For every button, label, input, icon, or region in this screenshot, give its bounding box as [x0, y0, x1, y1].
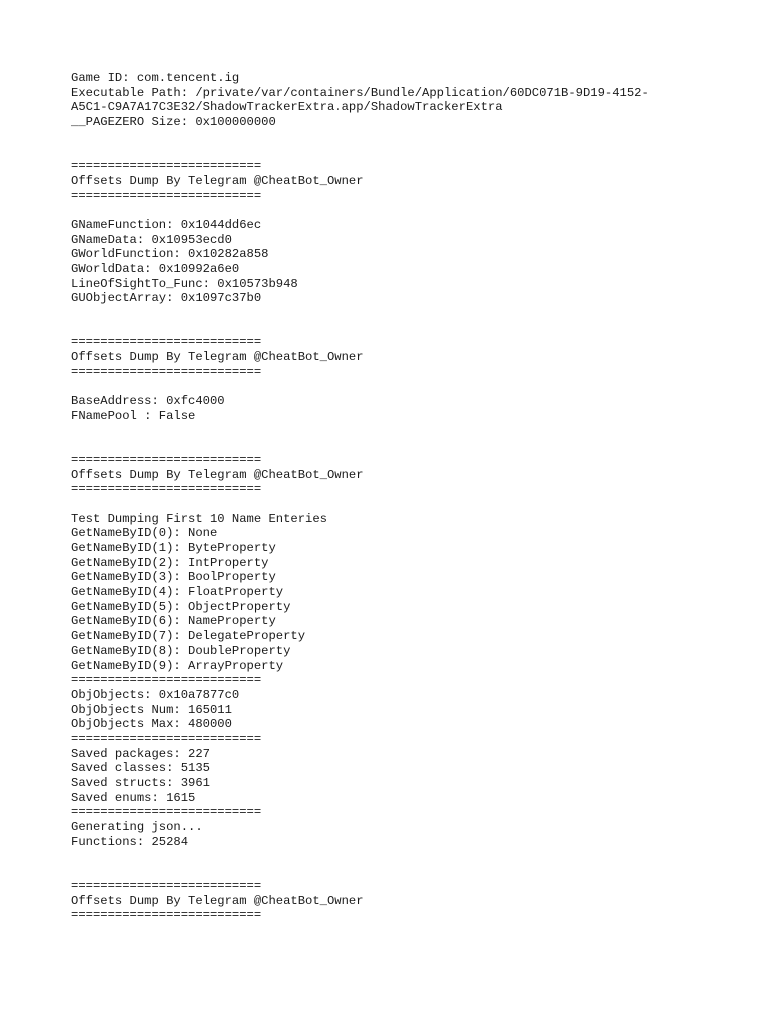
text-line: GWorldData: 0x10992a6e0 [71, 261, 240, 276]
text-line: Offsets Dump By Telegram @CheatBot_Owner [71, 467, 364, 482]
text-line: ========================== [71, 731, 262, 746]
text-line: ========================== [71, 482, 262, 497]
text-line: GetNameByID(6): NameProperty [71, 614, 276, 629]
text-line: GetNameByID(7): DelegateProperty [71, 629, 306, 644]
text-line: A5C1-C9A7A17C3E32/ShadowTrackerExtra.app/ShadowTrackerExtra [71, 100, 503, 115]
text-line [71, 379, 711, 394]
text-line: ObjObjects: 0x10a7877c0 [71, 687, 240, 702]
text-line: FNamePool : False [71, 408, 196, 423]
text-line: Saved enums: 1615 [71, 790, 196, 805]
text-line: GetNameByID(1): ByteProperty [71, 541, 276, 555]
text-line: __PAGEZERO Size: 0x100000000 [71, 115, 276, 130]
text-line: Saved classes: 5135 [71, 761, 210, 776]
text-line [71, 438, 711, 453]
text-line: GUObjectArray: 0x1097c37b0 [71, 291, 262, 306]
text-line [71, 424, 711, 439]
text-line: GetNameByID(3): BoolProperty [71, 570, 276, 585]
text-line: BaseAddress: 0xfc4000 [71, 394, 225, 409]
text-line: GetNameByID(8): DoubleProperty [71, 643, 291, 658]
text-line: ========================== [71, 159, 262, 174]
text-line [71, 497, 711, 512]
text-line: Offsets Dump By Telegram @CheatBot_Owner [71, 350, 364, 365]
text-line [71, 144, 711, 159]
text-line: Game ID: com.tencent.ig [71, 71, 240, 85]
text-line: Saved packages: 227 [71, 746, 210, 761]
text-line: Generating json... [71, 820, 203, 835]
text-line: GetNameByID(9): ArrayProperty [71, 658, 284, 673]
text-line: ========================== [71, 673, 262, 688]
text-line: ObjObjects Max: 480000 [71, 717, 232, 732]
text-line: GNameFunction: 0x1044dd6ec [71, 217, 262, 232]
text-line: Test Dumping First 10 Name Enteries [71, 511, 327, 526]
text-line: ========================== [71, 878, 262, 893]
text-line [71, 306, 711, 321]
document-body [71, 71, 711, 923]
text-line: GNameData: 0x10953ecd0 [71, 232, 232, 247]
text-line: Saved structs: 3961 [71, 776, 210, 790]
text-line: ========================== [71, 335, 262, 350]
text-line [71, 130, 711, 145]
text-line: GWorldFunction: 0x10282a858 [71, 247, 269, 262]
text-line: ========================== [71, 188, 262, 203]
text-line: Executable Path: /private/var/containers/Bundle/Application/60DC071B-9D19-4152- [71, 85, 649, 100]
text-line: Offsets Dump By Telegram @CheatBot_Owner [71, 173, 364, 188]
text-line: Offsets Dump By Telegram @CheatBot_Owner [71, 893, 364, 908]
text-line: LineOfSightTo_Func: 0x10573b948 [71, 276, 298, 291]
text-line [71, 849, 711, 864]
text-line: ========================== [71, 805, 262, 820]
text-line: Functions: 25284 [71, 834, 189, 849]
text-line [71, 203, 711, 218]
text-line: ========================== [71, 452, 262, 467]
text-line: GetNameByID(2): IntProperty [71, 555, 269, 570]
text-line: ========================== [71, 908, 262, 923]
text-line: ========================== [71, 364, 262, 379]
text-line [71, 864, 711, 879]
text-line: GetNameByID(5): ObjectProperty [71, 599, 291, 614]
text-line [71, 321, 711, 336]
text-line: GetNameByID(4): FloatProperty [71, 585, 284, 600]
text-line: GetNameByID(0): None [71, 526, 218, 541]
text-line: ObjObjects Num: 165011 [71, 702, 232, 717]
